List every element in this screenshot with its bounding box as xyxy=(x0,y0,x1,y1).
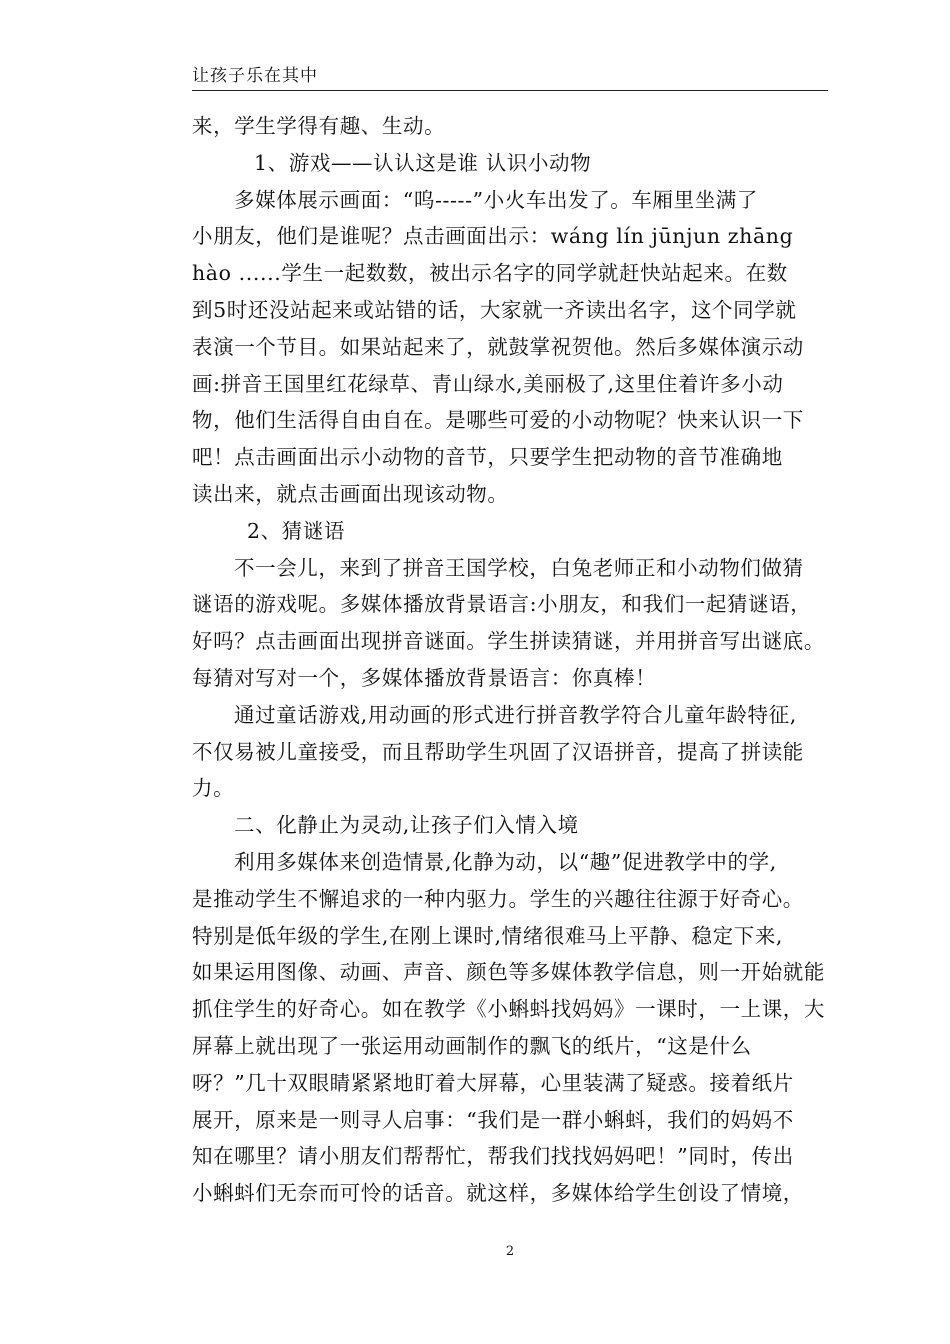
text-line: 多媒体展示画面：“呜-----”小火车出发了。车厢里坐满了 xyxy=(234,187,758,212)
text-line: 不一会儿，来到了拼音王国学校，白兔老师正和小动物们做猜 xyxy=(234,555,804,580)
text-line: 力。 xyxy=(192,776,235,801)
text-line: 如果运用图像、动画、声音、颜色等多媒体教学信息，则一开始就能 xyxy=(192,960,825,985)
text-line: 呀？”几十双眼睛紧紧地盯着大屏幕，心里装满了疑惑。接着纸片 xyxy=(192,1070,794,1095)
section-heading: 1、游戏——认认这是谁 认识小动物 xyxy=(254,150,592,175)
text-line: 画:拼音王国里红花绿草、青山绿水,美丽极了,这里住着许多小动 xyxy=(192,371,784,396)
header-title: 让孩子乐在其中 xyxy=(192,66,318,86)
text-line: 屏幕上就出现了一张运用动画制作的飘飞的纸片，“这是什么 xyxy=(192,1033,752,1058)
text-line: 来，学生学得有趣、生动。 xyxy=(192,114,446,138)
text-line: 物，他们生活得自由自在。是哪些可爱的小动物呢？快来认识一下 xyxy=(192,408,804,433)
text-line: 读出来，就点击画面出现该动物。 xyxy=(192,481,509,506)
text-line: 不仅易被儿童接受，而且帮助学生巩固了汉语拼音，提高了拼读能 xyxy=(192,739,804,764)
text-line: 是推动学生不懈追求的一种内驱力。学生的兴趣往往源于好奇心。 xyxy=(192,886,804,911)
section-heading: 2、猜谜语 xyxy=(247,518,346,543)
text-line: 展开，原来是一则寻人启事：“我们是一群小蝌蚪，我们的妈妈不 xyxy=(192,1107,794,1132)
text-line: 好吗？点击画面出现拼音谜面。学生拼读猜谜，并用拼音写出谜底。 xyxy=(192,629,825,654)
section-heading: 二、化静止为灵动,让孩子们入情入境 xyxy=(234,813,579,838)
text-line: 通过童话游戏,用动画的形式进行拼音教学符合儿童年龄特征, xyxy=(234,702,797,727)
text-line: 利用多媒体来创造情景,化静为动，以“趣”促进教学中的学, xyxy=(234,849,777,874)
text-line: 特别是低年级的学生,在刚上课时,情绪很难马上平静、稳定下来, xyxy=(192,923,784,948)
text-line: 抓住学生的好奇心。如在教学《小蝌蚪找妈妈》一课时，一上课，大 xyxy=(192,997,825,1022)
text-line: 知在哪里？请小朋友们帮帮忙，帮我们找找妈妈吧！”同时，传出 xyxy=(192,1144,794,1169)
document-body xyxy=(192,108,842,1212)
text-line: 到5时还没站起来或站错的话，大家就一齐读出名字，这个同学就 xyxy=(192,297,797,322)
page-number: 2 xyxy=(505,1244,515,1259)
text-line: 小蝌蚪们无奈而可怜的话音。就这样，多媒体给学生创设了情境， xyxy=(192,1181,804,1206)
text-line: 小朋友，他们是谁呢？点击画面出示：wáng lín jūnjun zhāng xyxy=(192,224,794,249)
text-line: 谜语的游戏呢。多媒体播放背景语言:小朋友，和我们一起猜谜语， xyxy=(192,592,812,617)
text-line: 表演一个节目。如果站起来了，就鼓掌祝贺他。然后多媒体演示动 xyxy=(192,334,804,359)
text-line: 吧！点击画面出示小动物的音节，只要学生把动物的音节准确地 xyxy=(192,445,783,470)
page-header xyxy=(192,64,828,91)
text-line: 每猜对写对一个，多媒体播放背景语言：你真棒！ xyxy=(192,665,657,690)
text-line: hào ......学生一起数数，被出示名字的同学就赶快站起来。在数 xyxy=(192,261,788,286)
